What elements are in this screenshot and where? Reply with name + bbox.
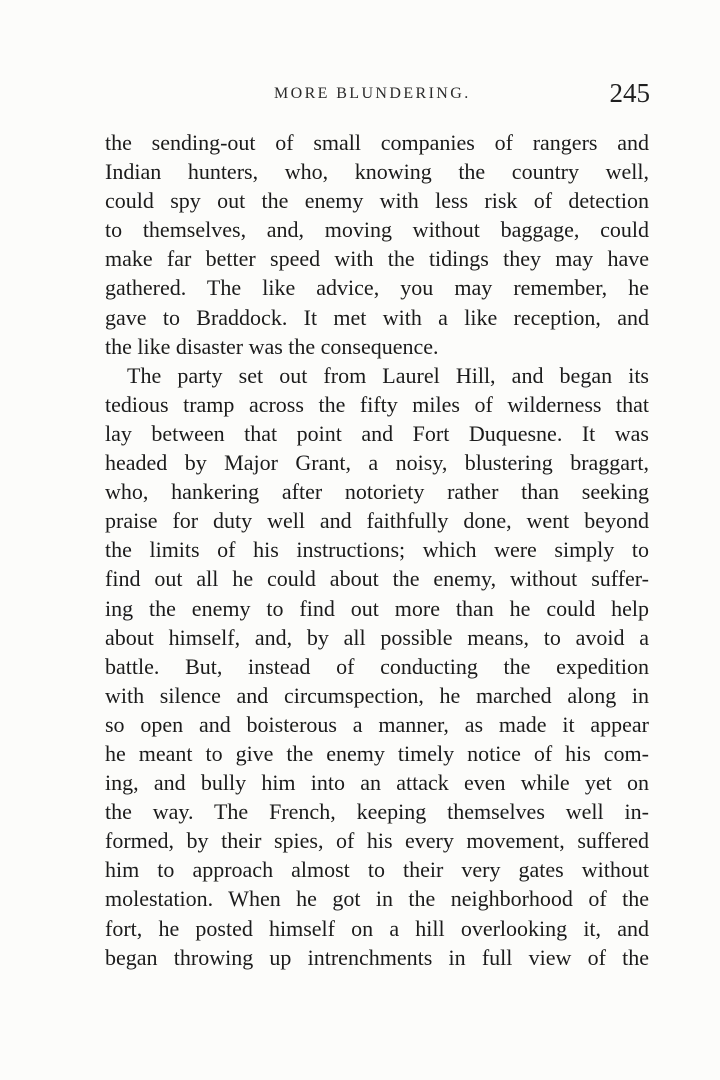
text-line: lay between that point and Fort Duquesne. It was	[105, 420, 649, 446]
text-line: Indian hunters, who, knowing the country well,	[105, 159, 649, 185]
text-line: ing, and bully him into an attack even while yet on	[105, 770, 649, 796]
page-number: 245	[609, 78, 650, 108]
text-line: find out all he could about the enemy, without suffer-	[105, 566, 649, 592]
text-line: began throwing up intrenchments in full view of the	[105, 944, 649, 970]
text-line: tedious tramp across the fifty miles of wilderness that	[105, 391, 649, 417]
text-line: the way. The French, keeping themselves well in-	[105, 799, 649, 825]
text-line: ing the enemy to find out more than he could help	[105, 595, 649, 621]
text-line: make far better speed with the tidings they may have	[105, 246, 649, 272]
running-title: MORE BLUNDERING.	[274, 85, 471, 102]
text-line: him to approach almost to their very gates without	[105, 857, 649, 883]
text-line: could spy out the enemy with less risk of detection	[105, 188, 649, 214]
body-text	[105, 128, 649, 972]
text-line: formed, by their spies, of his every movement, suffered	[105, 828, 649, 854]
text-line: the sending-out of small companies of rangers and	[105, 130, 649, 155]
text-line: the like disaster was the consequence.	[105, 333, 439, 359]
running-head	[106, 78, 650, 112]
text-line: to themselves, and, moving without baggage, could	[105, 217, 649, 243]
text-line: battle. But, instead of conducting the expedition	[105, 653, 649, 679]
text-line: praise for duty well and faithfully done, went beyond	[105, 508, 649, 534]
text-line: fort, he posted himself on a hill overlooking it, and	[105, 915, 649, 941]
text-line: about himself, and, by all possible means, to avoid a	[105, 624, 649, 650]
text-line: gathered. The like advice, you may remember, he	[105, 275, 649, 301]
text-line: so open and boisterous a manner, as made it appear	[105, 711, 649, 737]
text-line: with silence and circumspection, he marched along in	[105, 682, 649, 708]
text-line: headed by Major Grant, a noisy, blustering braggart,	[105, 450, 649, 476]
text-line: The party set out from Laurel Hill, and began its	[127, 362, 649, 388]
text-line: gave to Braddock. It met with a like reception, and	[105, 304, 649, 330]
text-line: molestation. When he got in the neighborhood of the	[105, 886, 649, 912]
text-line: he meant to give the enemy timely notice of his com-	[105, 740, 649, 766]
text-line: the limits of his instructions; which were simply to	[105, 537, 649, 563]
text-line: who, hankering after notoriety rather than seeking	[105, 479, 649, 505]
